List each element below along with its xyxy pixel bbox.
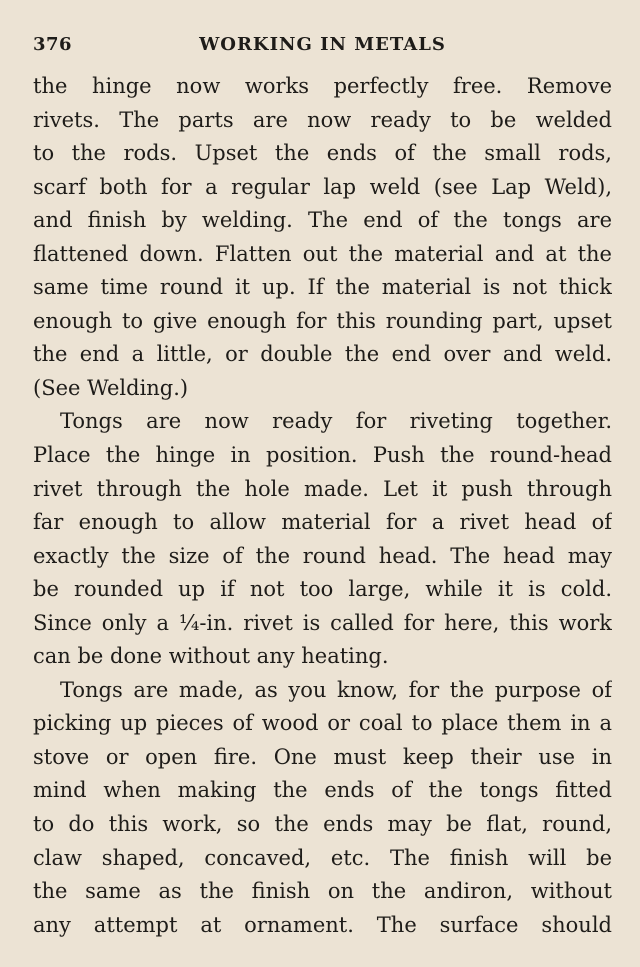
paragraph [33,70,612,405]
text-line: and finish by welding. The end of the tongs are [33,208,612,233]
text-line: same time round it up. If the material is not thick [33,275,612,300]
text-line: picking up pieces of wood or coal to place them in a [33,711,612,736]
text-line: scarf both for a regular lap weld (see Lap Weld), [33,174,612,199]
text-line: Place the hinge in position. Push the round-head [33,443,612,468]
text-line: rivets. The parts are now ready to be welded [33,107,612,132]
body-text [33,70,612,942]
text-line: stove or open fire. One must keep their use in [33,744,612,769]
text-line: enough to give enough for this rounding part, upset [33,308,612,333]
text-line: claw shaped, concaved, etc. The finish will be [33,845,612,870]
text-line: rivet through the hole made. Let it push through [33,476,612,501]
page-number: 376 [33,34,73,55]
page-header [33,32,612,60]
text-line: any attempt at ornament. The surface should [33,912,612,937]
text-line: to the rods. Upset the ends of the small rods, [33,141,612,166]
text-line: the hinge now works perfectly free. Remove [33,74,612,98]
text-line: the same as the finish on the andiron, without [33,879,612,904]
text-line: mind when making the ends of the tongs fitted [33,778,612,803]
text-line: flattened down. Flatten out the material and at the [33,241,612,266]
text-line: Tongs are now ready for riveting together. [60,409,612,434]
paragraph [33,405,612,673]
text-line: the end a little, or double the end over and weld. [33,342,612,367]
text-line: Tongs are made, as you know, for the purpose of [60,677,612,702]
running-head: WORKING IN METALS [199,34,446,55]
text-line: Since only a ¼-in. rivet is called for here, this work [33,610,612,635]
paragraph [33,674,612,942]
text-line: (See Welding.) [33,375,189,400]
text-line: be rounded up if not too large, while it is cold. [33,577,612,602]
text-line: can be done without any heating. [33,644,389,669]
text-line: exactly the size of the round head. The head may [33,543,612,568]
text-line: to do this work, so the ends may be flat, round, [33,812,612,837]
text-line: far enough to allow material for a rivet head of [33,510,612,535]
